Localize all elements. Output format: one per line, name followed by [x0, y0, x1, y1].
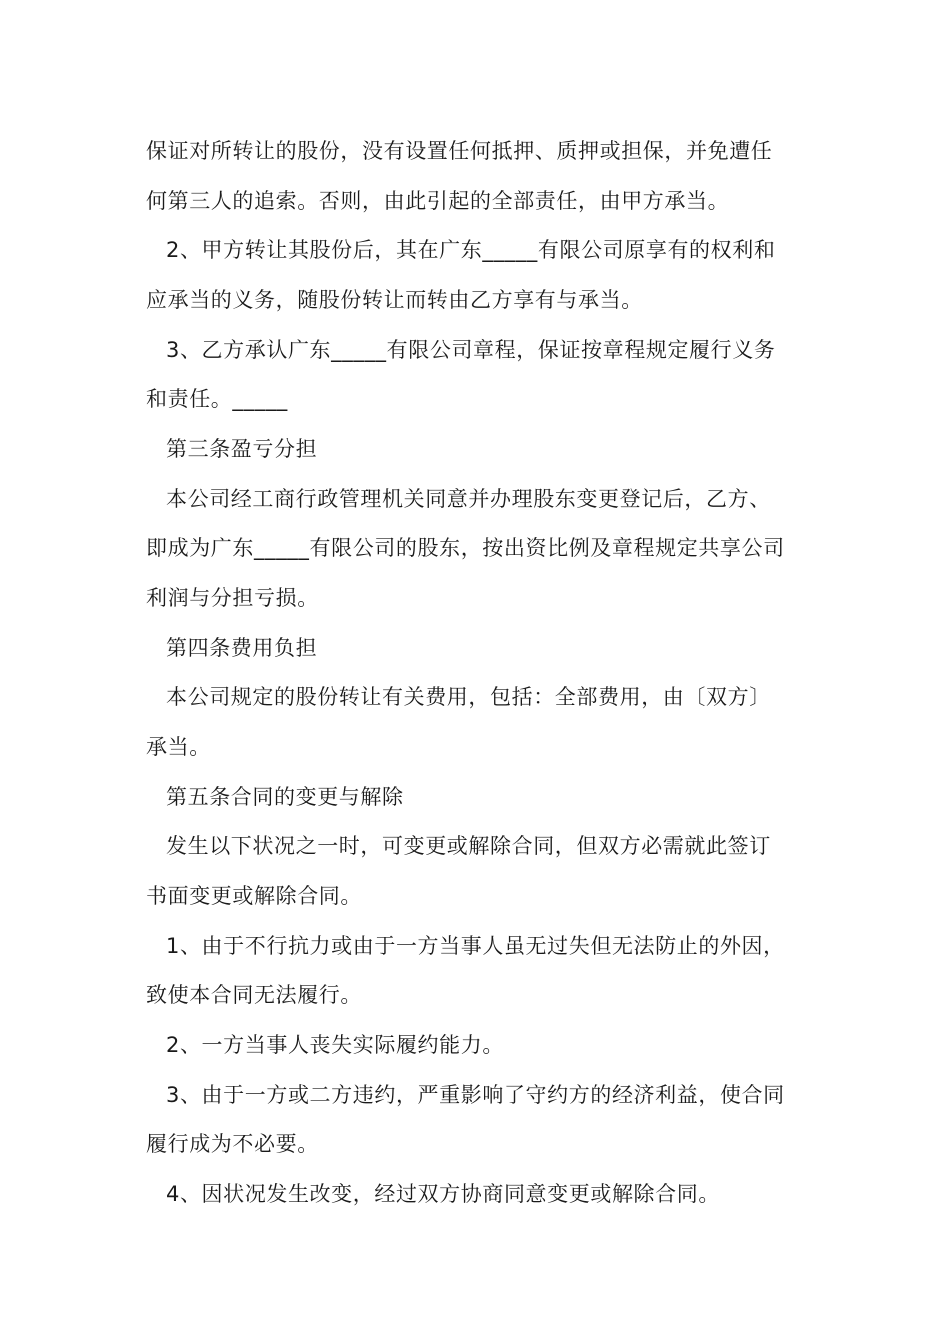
text-line: 利润与分担亏损。 — [146, 586, 319, 610]
text-line: 履行成为不必要。 — [146, 1132, 319, 1156]
text-line: 何第三人的追索。否则，由此引起的全部责任，由甲方承当。 — [146, 189, 730, 213]
text-line: 和责任。_____ — [146, 387, 288, 411]
text-line: 2、一方当事人丧失实际履约能力。 — [166, 1033, 504, 1057]
text-line: 发生以下状况之一时，可变更或解除合同，但双方必需就此签订 — [166, 834, 771, 858]
section-heading: 第五条合同的变更与解除 — [166, 785, 404, 809]
section-heading: 第三条盈亏分担 — [166, 437, 318, 461]
text-line: 3、乙方承认广东_____有限公司章程，保证按章程规定履行义务 — [166, 338, 776, 362]
text-line: 书面变更或解除合同。 — [146, 884, 362, 908]
text-line: 1、由于不行抗力或由于一方当事人虽无过失但无法防止的外因， — [166, 934, 785, 958]
text-line: 2、甲方转让其股份后，其在广东_____有限公司原享有的权利和 — [166, 238, 776, 262]
text-line: 致使本合同无法履行。 — [146, 983, 362, 1007]
text-line: 4、因状况发生改变，经过双方协商同意变更或解除合同。 — [166, 1182, 720, 1206]
text-line: 本公司经工商行政管理机关同意并办理股东变更登记后，乙方、 — [166, 487, 771, 511]
text-line: 承当。 — [146, 735, 211, 759]
text-line: 保证对所转让的股份，没有设置任何抵押、质押或担保，并免遭任 — [146, 139, 773, 163]
text-line: 本公司规定的股份转让有关费用，包括：全部费用，由〔双方〕 — [166, 685, 771, 709]
text-line: 应承当的义务，随股份转让而转由乙方享有与承当。 — [146, 288, 643, 312]
section-heading: 第四条费用负担 — [166, 636, 318, 660]
text-line: 3、由于一方或二方违约，严重影响了守约方的经济利益，使合同 — [166, 1083, 785, 1107]
text-line: 即成为广东_____有限公司的股东，按出资比例及章程规定共享公司 — [146, 536, 785, 560]
